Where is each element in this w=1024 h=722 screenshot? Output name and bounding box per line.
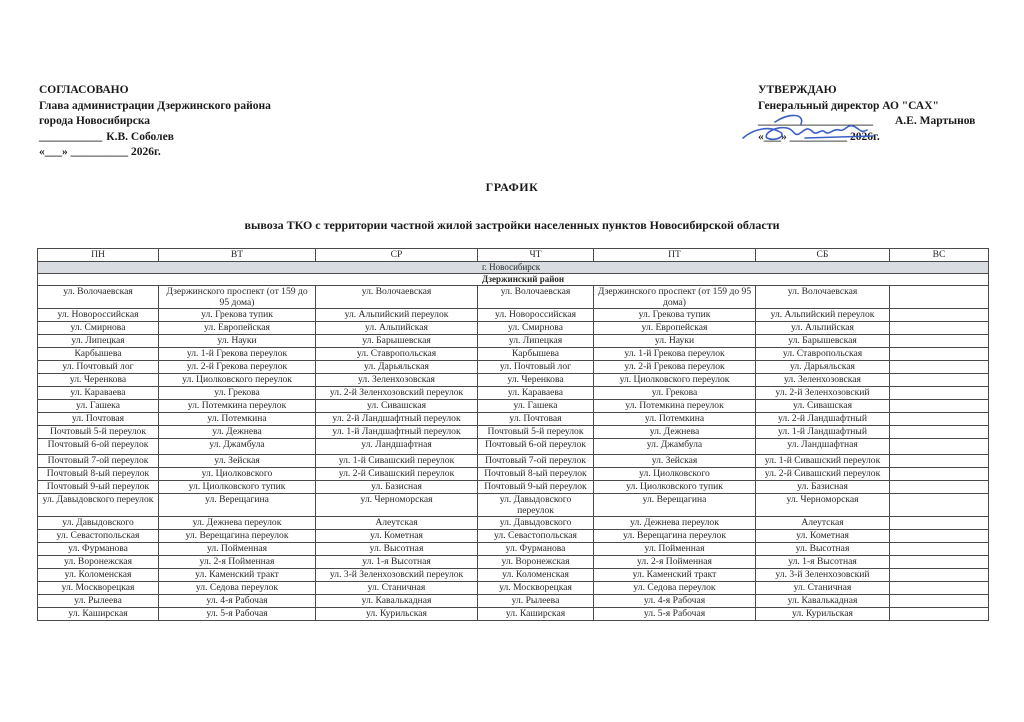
cell-sun <box>890 400 989 413</box>
document-title: ГРАФИК <box>485 180 539 194</box>
cell-tue: ул. Европейская <box>159 322 316 335</box>
cell-mon: ул. Гашека <box>38 400 159 413</box>
cell-mon: Почтовый 7-ой переулок <box>38 455 159 468</box>
table-row <box>38 426 989 439</box>
agreed-signature-blank: ___________ <box>39 130 103 143</box>
table-row <box>38 413 989 426</box>
cell-sun <box>890 439 989 455</box>
cell-tue: ул. Пойменная <box>159 543 316 556</box>
header-sat: СБ <box>756 249 890 262</box>
header-tue: ВТ <box>159 249 316 262</box>
cell-wed: ул. Дарьяльская <box>316 361 478 374</box>
cell-fri: ул. Седова переулок <box>594 582 756 595</box>
table-row <box>38 348 989 361</box>
cell-sat: ул. Базисная <box>756 481 890 494</box>
cell-wed: Алеутская <box>316 517 478 530</box>
approved-signature-blank: ____________________ <box>758 115 873 127</box>
cell-sat: ул. Барышевская <box>756 335 890 348</box>
cell-sun <box>890 374 989 387</box>
cell-thu: ул. Давыдовского <box>478 517 594 530</box>
cell-mon: ул. Черенкова <box>38 374 159 387</box>
agreed-position-line2: города Новосибирска <box>39 115 151 127</box>
cell-sat: ул. 1-я Высотная <box>756 556 890 569</box>
cell-sat: ул. Альпийская <box>756 322 890 335</box>
table-row <box>38 595 989 608</box>
table-row <box>38 322 989 335</box>
header-thu: ЧТ <box>478 249 594 262</box>
cell-thu: ул. Воронежская <box>478 556 594 569</box>
cell-fri: ул. Джамбула <box>594 439 756 455</box>
cell-mon: ул. Почтовый лог <box>38 361 159 374</box>
cell-thu: Почтовый 6-ой переулок <box>478 439 594 455</box>
cell-thu: ул. Москворецкая <box>478 582 594 595</box>
agreed-signature-line <box>39 130 271 146</box>
cell-sun <box>890 608 989 621</box>
cell-fri: ул. 4-я Рабочая <box>594 595 756 608</box>
cell-tue: ул. Циолковского тупик <box>159 481 316 494</box>
cell-wed: ул. Волочаевская <box>316 286 478 309</box>
document-subtitle: вывоза ТКО с территории частной жилой застройки населенных пунктов Новосибирской области <box>244 218 780 232</box>
cell-fri: ул. Каменский тракт <box>594 569 756 582</box>
cell-wed: ул. Ставропольская <box>316 348 478 361</box>
cell-thu: ул. Почтовый лог <box>478 361 594 374</box>
cell-wed: ул. Кавалькадная <box>316 595 478 608</box>
schedule-table <box>37 248 989 621</box>
cell-thu: ул. Рылеева <box>478 595 594 608</box>
cell-thu: Карбышева <box>478 348 594 361</box>
table-row <box>38 608 989 621</box>
cell-sat: ул. Сивашская <box>756 400 890 413</box>
cell-tue: ул. Каменский тракт <box>159 569 316 582</box>
table-row <box>38 286 989 309</box>
district-label: Дзержинский район <box>38 274 989 286</box>
table-row <box>38 400 989 413</box>
city-label: г. Новосибирск <box>38 262 989 274</box>
cell-sat: ул. Альпийский переулок <box>756 309 890 322</box>
cell-tue: ул. Потемкина переулок <box>159 400 316 413</box>
table-row <box>38 455 989 468</box>
cell-fri: Дзержинского проспект (от 159 до 95 дома) <box>594 286 756 309</box>
agreed-heading: СОГЛАСОВАНО <box>39 84 129 96</box>
cell-sat: ул. Дарьяльская <box>756 361 890 374</box>
cell-tue: ул. Седова переулок <box>159 582 316 595</box>
cell-mon: ул. Липецкая <box>38 335 159 348</box>
cell-sun <box>890 455 989 468</box>
cell-mon: Почтовый 9-ый переулок <box>38 481 159 494</box>
cell-sun <box>890 543 989 556</box>
cell-sun <box>890 481 989 494</box>
cell-fri: ул. 2-я Пойменная <box>594 556 756 569</box>
cell-fri: ул. Дежнева переулок <box>594 517 756 530</box>
cell-thu: ул. Смирнова <box>478 322 594 335</box>
cell-mon: Карбышева <box>38 348 159 361</box>
cell-wed: ул. 2-й Зеленхозовский переулок <box>316 387 478 400</box>
table-row <box>38 481 989 494</box>
cell-fri: ул. 5-я Рабочая <box>594 608 756 621</box>
cell-thu: ул. Фурманова <box>478 543 594 556</box>
cell-sat: ул. Высотная <box>756 543 890 556</box>
cell-sat: ул. 1-й Ландшафтный <box>756 426 890 439</box>
cell-wed: ул. 2-й Сивашский переулок <box>316 468 478 481</box>
table-row <box>38 494 989 517</box>
handwritten-signature-icon <box>735 108 885 148</box>
table-row <box>38 309 989 322</box>
cell-tue: Дзержинского проспект (от 159 до 95 дома) <box>159 286 316 309</box>
cell-sun <box>890 426 989 439</box>
agreed-signer-name: К.В. Соболев <box>106 130 174 143</box>
cell-fri: ул. Пойменная <box>594 543 756 556</box>
table-row <box>38 374 989 387</box>
cell-fri: ул. 1-й Грекова переулок <box>594 348 756 361</box>
cell-wed: ул. Черноморская <box>316 494 478 517</box>
cell-sat: ул. Ландшафтная <box>756 439 890 455</box>
cell-thu: ул. Новороссийская <box>478 309 594 322</box>
cell-sun <box>890 517 989 530</box>
cell-tue: ул. Верещагина <box>159 494 316 517</box>
approved-date-line: «___» __________ 2026г. <box>758 130 880 143</box>
cell-mon: ул. Каширская <box>38 608 159 621</box>
cell-tue: ул. Грекова тупик <box>159 309 316 322</box>
cell-fri: ул. Европейская <box>594 322 756 335</box>
cell-mon: ул. Волочаевская <box>38 286 159 309</box>
table-row <box>38 543 989 556</box>
cell-thu: ул. Черенкова <box>478 374 594 387</box>
cell-wed: ул. Зеленхозовская <box>316 374 478 387</box>
cell-sun <box>890 322 989 335</box>
cell-mon: ул. Давыдовского <box>38 517 159 530</box>
cell-sun <box>890 348 989 361</box>
cell-tue: ул. Дежнева переулок <box>159 517 316 530</box>
approved-heading: УТВЕРЖДАЮ <box>758 84 837 96</box>
header-fri: ПТ <box>594 249 756 262</box>
table-row <box>38 335 989 348</box>
cell-wed: ул. Сивашская <box>316 400 478 413</box>
cell-sun <box>890 387 989 400</box>
cell-mon: ул. Коломенская <box>38 569 159 582</box>
cell-sun <box>890 595 989 608</box>
cell-sat: ул. 3-й Зеленхозовский <box>756 569 890 582</box>
cell-thu: ул. Липецкая <box>478 335 594 348</box>
cell-sat: ул. 1-й Сивашский переулок <box>756 455 890 468</box>
cell-sat: ул. Зеленхозовская <box>756 374 890 387</box>
cell-fri: ул. Потемкина переулок <box>594 400 756 413</box>
cell-thu: Почтовый 8-ый переулок <box>478 468 594 481</box>
cell-mon: ул. Севастопольская <box>38 530 159 543</box>
cell-mon: ул. Смирнова <box>38 322 159 335</box>
cell-thu: ул. Севастопольская <box>478 530 594 543</box>
table-row <box>38 439 989 455</box>
cell-tue: ул. 1-й Грекова переулок <box>159 348 316 361</box>
cell-wed: ул. 1-я Высотная <box>316 556 478 569</box>
table-row <box>38 556 989 569</box>
cell-sat: ул. 2-й Ландшафтный <box>756 413 890 426</box>
cell-tue: ул. 4-я Рабочая <box>159 595 316 608</box>
header-sun: ВС <box>890 249 989 262</box>
city-row <box>38 262 989 274</box>
cell-sat: ул. 2-й Зеленхозовский <box>756 387 890 400</box>
cell-wed: ул. 1-й Сивашский переулок <box>316 455 478 468</box>
cell-sun <box>890 494 989 517</box>
cell-sat: ул. Волочаевская <box>756 286 890 309</box>
cell-fri: ул. Циолковского переулок <box>594 374 756 387</box>
cell-wed: ул. Барышевская <box>316 335 478 348</box>
cell-tue: ул. Зейская <box>159 455 316 468</box>
cell-fri: ул. Дежнева <box>594 426 756 439</box>
header-mon: ПН <box>38 249 159 262</box>
cell-tue: ул. 5-я Рабочая <box>159 608 316 621</box>
cell-wed: ул. Альпийская <box>316 322 478 335</box>
cell-sun <box>890 413 989 426</box>
cell-sun <box>890 335 989 348</box>
cell-wed: ул. Станичная <box>316 582 478 595</box>
cell-sun <box>890 468 989 481</box>
cell-tue: ул. Верещагина переулок <box>159 530 316 543</box>
cell-mon: ул. Фурманова <box>38 543 159 556</box>
cell-mon: Почтовый 5-й переулок <box>38 426 159 439</box>
cell-tue: ул. Грекова <box>159 387 316 400</box>
cell-thu: Почтовый 7-ой переулок <box>478 455 594 468</box>
cell-thu: ул. Гашека <box>478 400 594 413</box>
table-header-row <box>38 249 989 262</box>
cell-thu: ул. Коломенская <box>478 569 594 582</box>
table-row <box>38 530 989 543</box>
cell-wed: ул. Курильская <box>316 608 478 621</box>
cell-mon: ул. Воронежская <box>38 556 159 569</box>
cell-fri: ул. Потемкина <box>594 413 756 426</box>
cell-fri: ул. Науки <box>594 335 756 348</box>
cell-sat: ул. Черноморская <box>756 494 890 517</box>
cell-thu: ул. Каширская <box>478 608 594 621</box>
cell-fri: ул. Верещагина <box>594 494 756 517</box>
cell-sun <box>890 361 989 374</box>
district-row <box>38 274 989 286</box>
cell-fri: ул. Грекова <box>594 387 756 400</box>
cell-thu: Почтовый 5-й переулок <box>478 426 594 439</box>
cell-tue: ул. Науки <box>159 335 316 348</box>
cell-wed: ул. Кометная <box>316 530 478 543</box>
cell-fri: ул. 2-й Грекова переулок <box>594 361 756 374</box>
cell-fri: ул. Верещагина переулок <box>594 530 756 543</box>
cell-tue: ул. Джамбула <box>159 439 316 455</box>
cell-thu: ул. Волочаевская <box>478 286 594 309</box>
cell-fri: ул. Зейская <box>594 455 756 468</box>
cell-thu: ул. Караваева <box>478 387 594 400</box>
cell-tue: ул. Потемкина <box>159 413 316 426</box>
table-row <box>38 582 989 595</box>
cell-sun <box>890 582 989 595</box>
table-row <box>38 387 989 400</box>
cell-sun <box>890 569 989 582</box>
cell-mon: ул. Рылеева <box>38 595 159 608</box>
agreed-date-line: «___» __________ 2026г. <box>39 146 161 158</box>
cell-wed: ул. 2-й Ландшафтный переулок <box>316 413 478 426</box>
cell-wed: ул. Высотная <box>316 543 478 556</box>
cell-sat: Алеутская <box>756 517 890 530</box>
agreed-position-line1: Глава администрации Дзержинского района <box>39 99 271 112</box>
cell-wed: ул. Альпийский переулок <box>316 309 478 322</box>
cell-sun <box>890 556 989 569</box>
cell-tue: ул. Циолковского переулок <box>159 374 316 387</box>
cell-mon: ул. Давыдовского переулок <box>38 494 159 517</box>
cell-mon: ул. Новороссийская <box>38 309 159 322</box>
cell-tue: ул. 2-я Пойменная <box>159 556 316 569</box>
cell-sun <box>890 530 989 543</box>
cell-fri: ул. Циолковского <box>594 468 756 481</box>
cell-tue: ул. 2-й Грекова переулок <box>159 361 316 374</box>
cell-sat: ул. Кавалькадная <box>756 595 890 608</box>
cell-thu: Почтовый 9-ый переулок <box>478 481 594 494</box>
table-row <box>38 569 989 582</box>
cell-thu: ул. Давыдовского переулок <box>478 494 594 517</box>
cell-mon: Почтовый 6-ой переулок <box>38 439 159 455</box>
table-body <box>38 262 989 621</box>
cell-fri: ул. Грекова тупик <box>594 309 756 322</box>
cell-mon: ул. Москворецкая <box>38 582 159 595</box>
cell-tue: ул. Дежнева <box>159 426 316 439</box>
cell-sat: ул. Кометная <box>756 530 890 543</box>
header-wed: СР <box>316 249 478 262</box>
cell-sat: ул. Ставропольская <box>756 348 890 361</box>
cell-mon: ул. Караваева <box>38 387 159 400</box>
cell-wed: ул. Ландшафтная <box>316 439 478 455</box>
cell-wed: ул. Базисная <box>316 481 478 494</box>
cell-wed: ул. 3-й Зеленхозовский переулок <box>316 569 478 582</box>
cell-wed: ул. 1-й Ландшафтный переулок <box>316 426 478 439</box>
table-row <box>38 361 989 374</box>
cell-fri: ул. Циолковского тупик <box>594 481 756 494</box>
approved-position-line1: Генеральный директор АО "САХ" <box>758 99 939 112</box>
approved-signer-name: А.Е. Мартынов <box>895 115 976 127</box>
cell-sat: ул. Станичная <box>756 582 890 595</box>
cell-thu: ул. Почтовая <box>478 413 594 426</box>
cell-sat: ул. Курильская <box>756 608 890 621</box>
cell-tue: ул. Циолковского <box>159 468 316 481</box>
table-row <box>38 468 989 481</box>
table-row <box>38 517 989 530</box>
cell-mon: Почтовый 8-ый переулок <box>38 468 159 481</box>
cell-sat: ул. 2-й Сивашский переулок <box>756 468 890 481</box>
cell-mon: ул. Почтовая <box>38 413 159 426</box>
cell-sun <box>890 286 989 309</box>
cell-sun <box>890 309 989 322</box>
approval-block-agreed <box>39 83 271 161</box>
